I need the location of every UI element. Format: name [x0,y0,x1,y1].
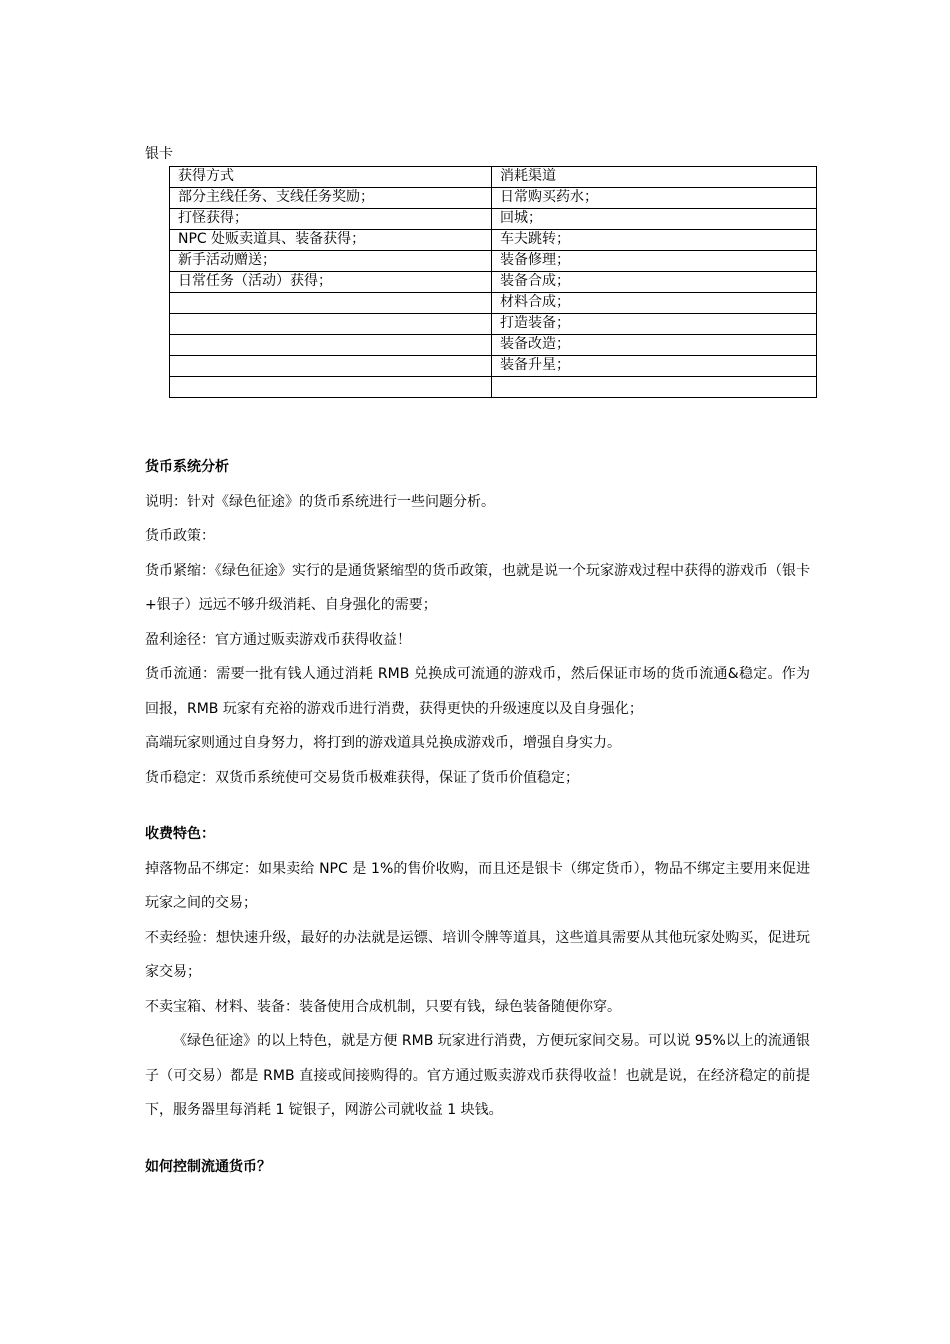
table-cell: 打造装备； [492,314,817,335]
table-row [170,335,817,356]
spacer [145,1128,810,1150]
table-row [170,209,817,230]
table-cell [170,356,492,377]
paragraph: 货币政策： [145,528,215,544]
table-cell: 车夫跳转； [492,230,817,251]
paragraph: 货币流通：需要一批有钱人通过消耗 RMB 兑换成可流通的游戏币，然后保证市场的货币流通&稳定。作为回报，RMB 玩家有充裕的游戏币进行消费，获得更快的升级速度以及自身强化； [145,666,810,717]
paragraph: 盈利途径：官方通过贩卖游戏币获得收益！ [145,631,411,648]
paragraph: 掉落物品不绑定：如果卖给 NPC 是 1%的售价收购，而且还是银卡（绑定货币），物品不绑定主要用来促进玩家之间的交易； [145,860,810,911]
table-cell: NPC 处贩卖道具、装备获得； [170,230,492,251]
header-cell-acquire: 获得方式 [170,167,492,188]
table-row [170,356,817,377]
table-cell: 新手活动赠送； [170,251,492,272]
section-heading-currency-analysis: 货币系统分析 [145,459,229,475]
table-row [170,251,817,272]
paragraph: 《绿色征途》的以上特色，就是方便 RMB 玩家进行消费，方便玩家间交易。可以说 95%以上的流通银子（可交易）都是 RMB 直接或间接购得的。官方通过贩卖游戏币获得收益！也就是说，在经济稳定的前提下，服务器里每消耗 1 锭银子，网游公司就收益 1 块钱。 [145,1033,810,1118]
table-label: 银卡 [145,146,173,162]
table-row [170,188,817,209]
table-cell: 装备改造； [492,335,817,356]
section-heading-control-currency: 如何控制流通货币？ [145,1158,271,1175]
table-row [170,230,817,251]
document-body [145,450,810,1184]
table-cell: 回城； [492,209,817,230]
table-row [170,272,817,293]
table-row [170,314,817,335]
table-cell [170,377,492,398]
section-heading-charging-features: 收费特色： [145,826,215,842]
table-cell [170,335,492,356]
paragraph: 货币紧缩：《绿色征途》实行的是通货紧缩型的货币政策，也就是说一个玩家游戏过程中获得的游戏币（银卡+银子）远远不够升级消耗、自身强化的需要； [145,562,810,613]
table-cell: 装备升星； [492,356,817,377]
table-cell: 材料合成； [492,293,817,314]
table-cell [492,377,817,398]
paragraph: 不卖宝箱、材料、装备：装备使用合成机制，只要有钱，绿色装备随便你穿。 [145,998,621,1015]
table-row [170,293,817,314]
table-cell: 装备修理； [492,251,817,272]
table-cell: 部分主线任务、支线任务奖励； [170,188,492,209]
paragraph: 不卖经验：想快速升级，最好的办法就是运镖、培训令牌等道具，这些道具需要从其他玩家处购买，促进玩家交易； [145,929,810,980]
table-cell: 日常购买药水； [492,188,817,209]
currency-table [169,166,817,398]
table-cell [170,314,492,335]
table-header-row [170,167,817,188]
table-cell: 装备合成； [492,272,817,293]
table-cell: 打怪获得； [170,209,492,230]
header-cell-consume: 消耗渠道 [492,167,817,188]
paragraph: 说明：针对《绿色征途》的货币系统进行一些问题分析。 [145,493,495,510]
paragraph: 货币稳定：双货币系统使可交易货币极难获得，保证了货币价值稳定； [145,769,579,786]
table-cell [170,293,492,314]
table-row [170,377,817,398]
paragraph: 高端玩家则通过自身努力，将打到的游戏道具兑换成游戏币，增强自身实力。 [145,735,621,751]
table-cell: 日常任务（活动）获得； [170,272,492,293]
spacer [145,795,810,817]
